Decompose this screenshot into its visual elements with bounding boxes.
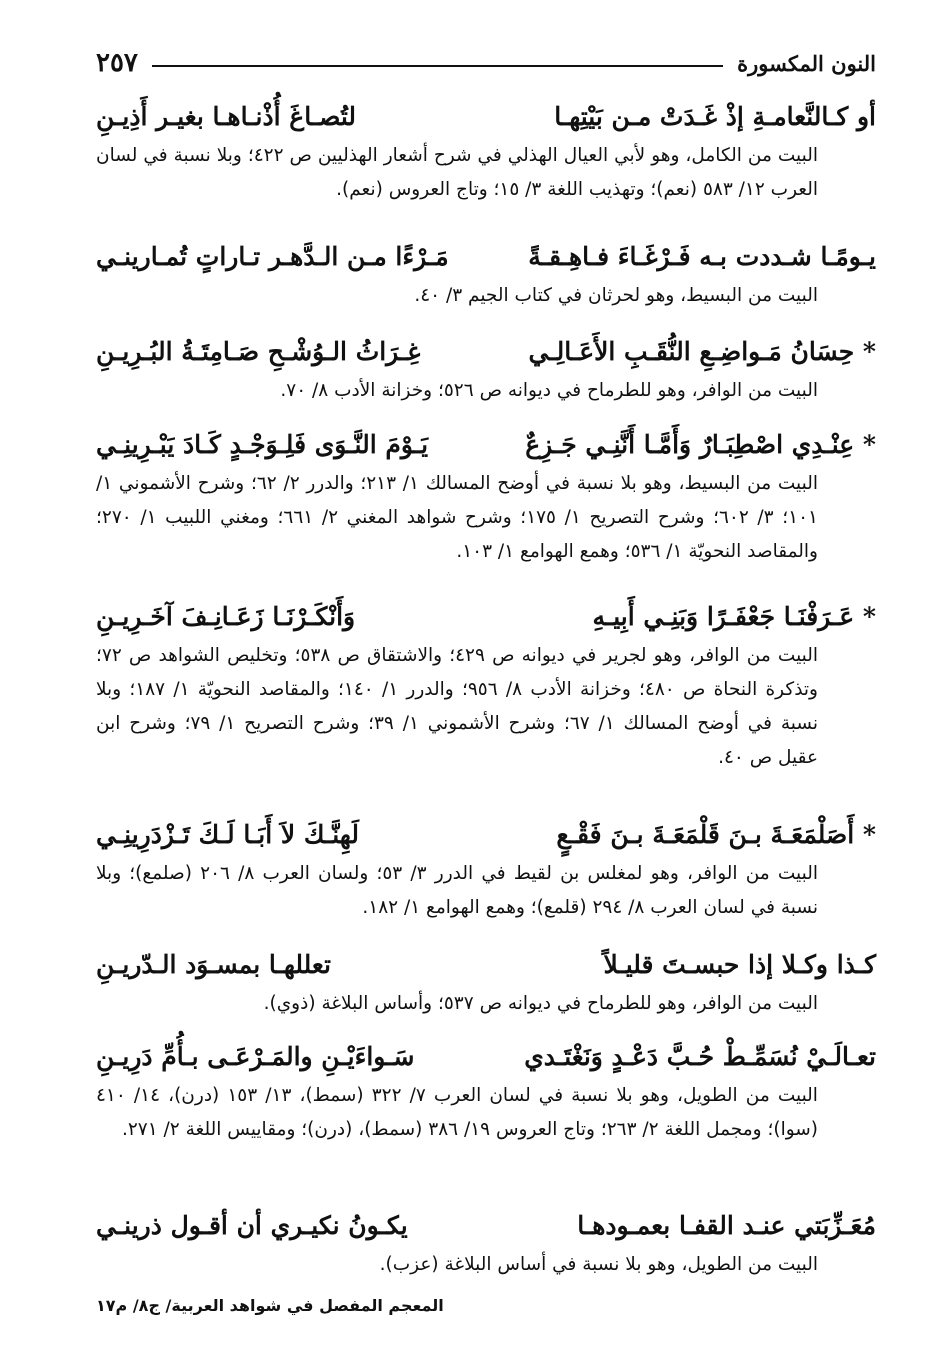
verse-line xyxy=(96,595,876,639)
second-hemistich: وَأَنْكَـرْنَـا زَعَـانِـفَ آخَـرِيـنِ xyxy=(96,602,356,631)
header-rule xyxy=(152,65,723,67)
first-hemistich: تعـالَـيْ نُسَمِّـطْ حُـبَّ دَعْـدٍ وَنَغْتَـدي xyxy=(524,1042,876,1071)
first-hemistich: كـذا وكـلا إذا حبسـتَ قليـلاً xyxy=(603,950,876,979)
verse-note: البيت من الطويل، وهو بلا نسبة في لسان العرب ٧/ ٣٢٢ (سمط)، ١٣/ ١٥٣ (درن)، ١٤/ ٤١٠ (سوا)؛ ومجمل اللغة ٢/ ٢٦٣؛ وتاج العروس ١٩/ ٣٨٦ (سمط)، (درن)؛ ومقاييس اللغة ٢/ ٢٧١. xyxy=(96,1085,818,1140)
verse-line xyxy=(96,423,876,467)
first-hemistich: يـومًـا شـددت بـه فَـرْغَـاءَ فـاهِـقـةً xyxy=(528,242,876,271)
first-hemistich: * حِسَانُ مَـواضِـعِ النُّقَـبِ الأَعَـالِـي xyxy=(528,337,876,366)
entry-1 xyxy=(96,95,876,207)
verse-note: البيت من الوافر، وهو لمغلس بن لقيط في الدرر ٣/ ٥٣؛ ولسان العرب ٨/ ٢٠٦ (صلمع)؛ وبلا نسبة في لسان العرب ٨/ ٢٩٤ (قلمع)؛ وهمع الهوامع ١/ ١٨٢. xyxy=(96,863,818,918)
second-hemistich: لتُصـاغَ أُذْنـاهـا بغيـر أَذِيـنِ xyxy=(96,102,356,131)
verse-note: البيت من البسيط، وهو بلا نسبة في أوضح المسالك ١/ ٢١٣؛ والدرر ٢/ ٦٢؛ وشرح الأشموني ١/ ١٠١؛ ٣/ ٦٠٢؛ وشرح التصريح ١/ ١٧٥؛ وشرح شواهد المغني ٢/ ٦٦١؛ ومغني اللبيب ١/ ٢٧٠؛ والمقاصد النحويّة ١/ ٥٣٦؛ وهمع الهوامع ١/ ١٠٣. xyxy=(96,473,818,562)
verse-note: البيت من الكامل، وهو لأبي العيال الهذلي في شرح أشعار الهذليين ص ٤٢٢؛ وبلا نسبة في لسان العرب ١٢/ ٥٨٣ (نعم)؛ وتهذيب اللغة ٣/ ١٥؛ وتاج العروس (نعم). xyxy=(96,145,818,200)
first-hemistich: * أَصَلْمَعَـةَ بـنَ قَلْمَعَـةَ بـنَ فَقْـعٍ xyxy=(556,820,876,849)
verse-line xyxy=(96,1035,876,1079)
entry-6 xyxy=(96,813,876,925)
verse-line xyxy=(96,95,876,139)
second-hemistich: غِـرَاثُ الـوُشْـحِ صَـامِتَـةُ البُـرِيـنِ xyxy=(96,337,421,366)
first-hemistich: * عِنْـدِي اصْطِبَـارٌ وَأَمَّـا أَنَّنِـي جَـزِعٌ xyxy=(525,430,876,459)
second-hemistich: سَـواءَيْـنِ والمَـرْعَـى بـأُمِّ دَرِيـنِ xyxy=(96,1042,415,1071)
page-number: ٢٥٧ xyxy=(96,48,138,78)
verse-note: البيت من الوافر، وهو للطرماح في ديوانه ص ٥٣٧؛ وأساس البلاغة (ذوي). xyxy=(263,993,818,1014)
first-hemistich: مُعَـزِّبَتي عنـد القفـا بعمـودهـا xyxy=(577,1211,876,1240)
second-hemistich: يَـوْمَ النَّـوَى فَلِـوَجْـدٍ كَـادَ يَبْـرِينِـي xyxy=(96,430,429,459)
verse-note: البيت من الوافر، وهو للطرماح في ديوانه ص ٥٢٦؛ وخزانة الأدب ٨/ ٧٠. xyxy=(280,380,818,401)
verse-note: البيت من البسيط، وهو لحرثان في كتاب الجيم ٣/ ٤٠. xyxy=(414,285,818,306)
page-footer: المعجم المفصل في شواهد العربية/ ج٨/ م١٧ xyxy=(96,1296,444,1315)
second-hemistich: يكـونُ نكيـري أن أقـول ذرينـي xyxy=(96,1211,408,1240)
page-header xyxy=(96,40,876,86)
entry-9 xyxy=(96,1204,876,1282)
entry-8 xyxy=(96,1035,876,1147)
second-hemistich: مَـرْءًا مـن الـدَّهـر تـاراتٍ تُمـارينـي xyxy=(96,242,449,271)
verse-line xyxy=(96,330,876,374)
verse-note: البيت من الوافر، وهو لجرير في ديوانه ص ٤٢٩؛ والاشتقاق ص ٥٣٨؛ وتخليص الشواهد ص ٧٢؛ وتذكرة النحاة ص ٤٨٠؛ وخزانة الأدب ٨/ ٩٥٦؛ والدرر ١/ ١٤٠؛ والمقاصد النحويّة ١/ ١٨٧؛ وبلا نسبة في أوضح المسالك ١/ ٦٧؛ وشرح الأشموني ١/ ٣٩؛ وشرح التصريح ١/ ٧٩؛ وشرح ابن عقيل ص ٤٠. xyxy=(96,645,819,768)
second-hemistich: لَهِنَّـكَ لاَ أَبَـا لَـكَ تَـزْدَرِينِـي xyxy=(96,820,359,849)
first-hemistich: * عَـرَفْنَـا جَعْفَـرًا وَبَنِـي أَبِيـهِ xyxy=(592,602,876,631)
verse-line xyxy=(96,943,876,987)
second-hemistich: تعللهـا بمسـوَد الـدّريـنِ xyxy=(96,950,331,979)
chapter-title: النون المكسورة xyxy=(737,50,876,76)
entry-7 xyxy=(96,943,876,1021)
verse-line xyxy=(96,1204,876,1248)
entry-4 xyxy=(96,423,876,569)
entry-5 xyxy=(96,595,876,775)
entry-2 xyxy=(96,235,876,313)
entry-3 xyxy=(96,330,876,408)
verse-note: البيت من الطويل، وهو بلا نسبة في أساس البلاغة (عزب). xyxy=(379,1254,818,1275)
verse-line xyxy=(96,813,876,857)
first-hemistich: أو كـالنَّعامـةِ إذْ غَـدَتْ مـن بَيْتِهـا xyxy=(554,102,876,131)
verse-line xyxy=(96,235,876,279)
